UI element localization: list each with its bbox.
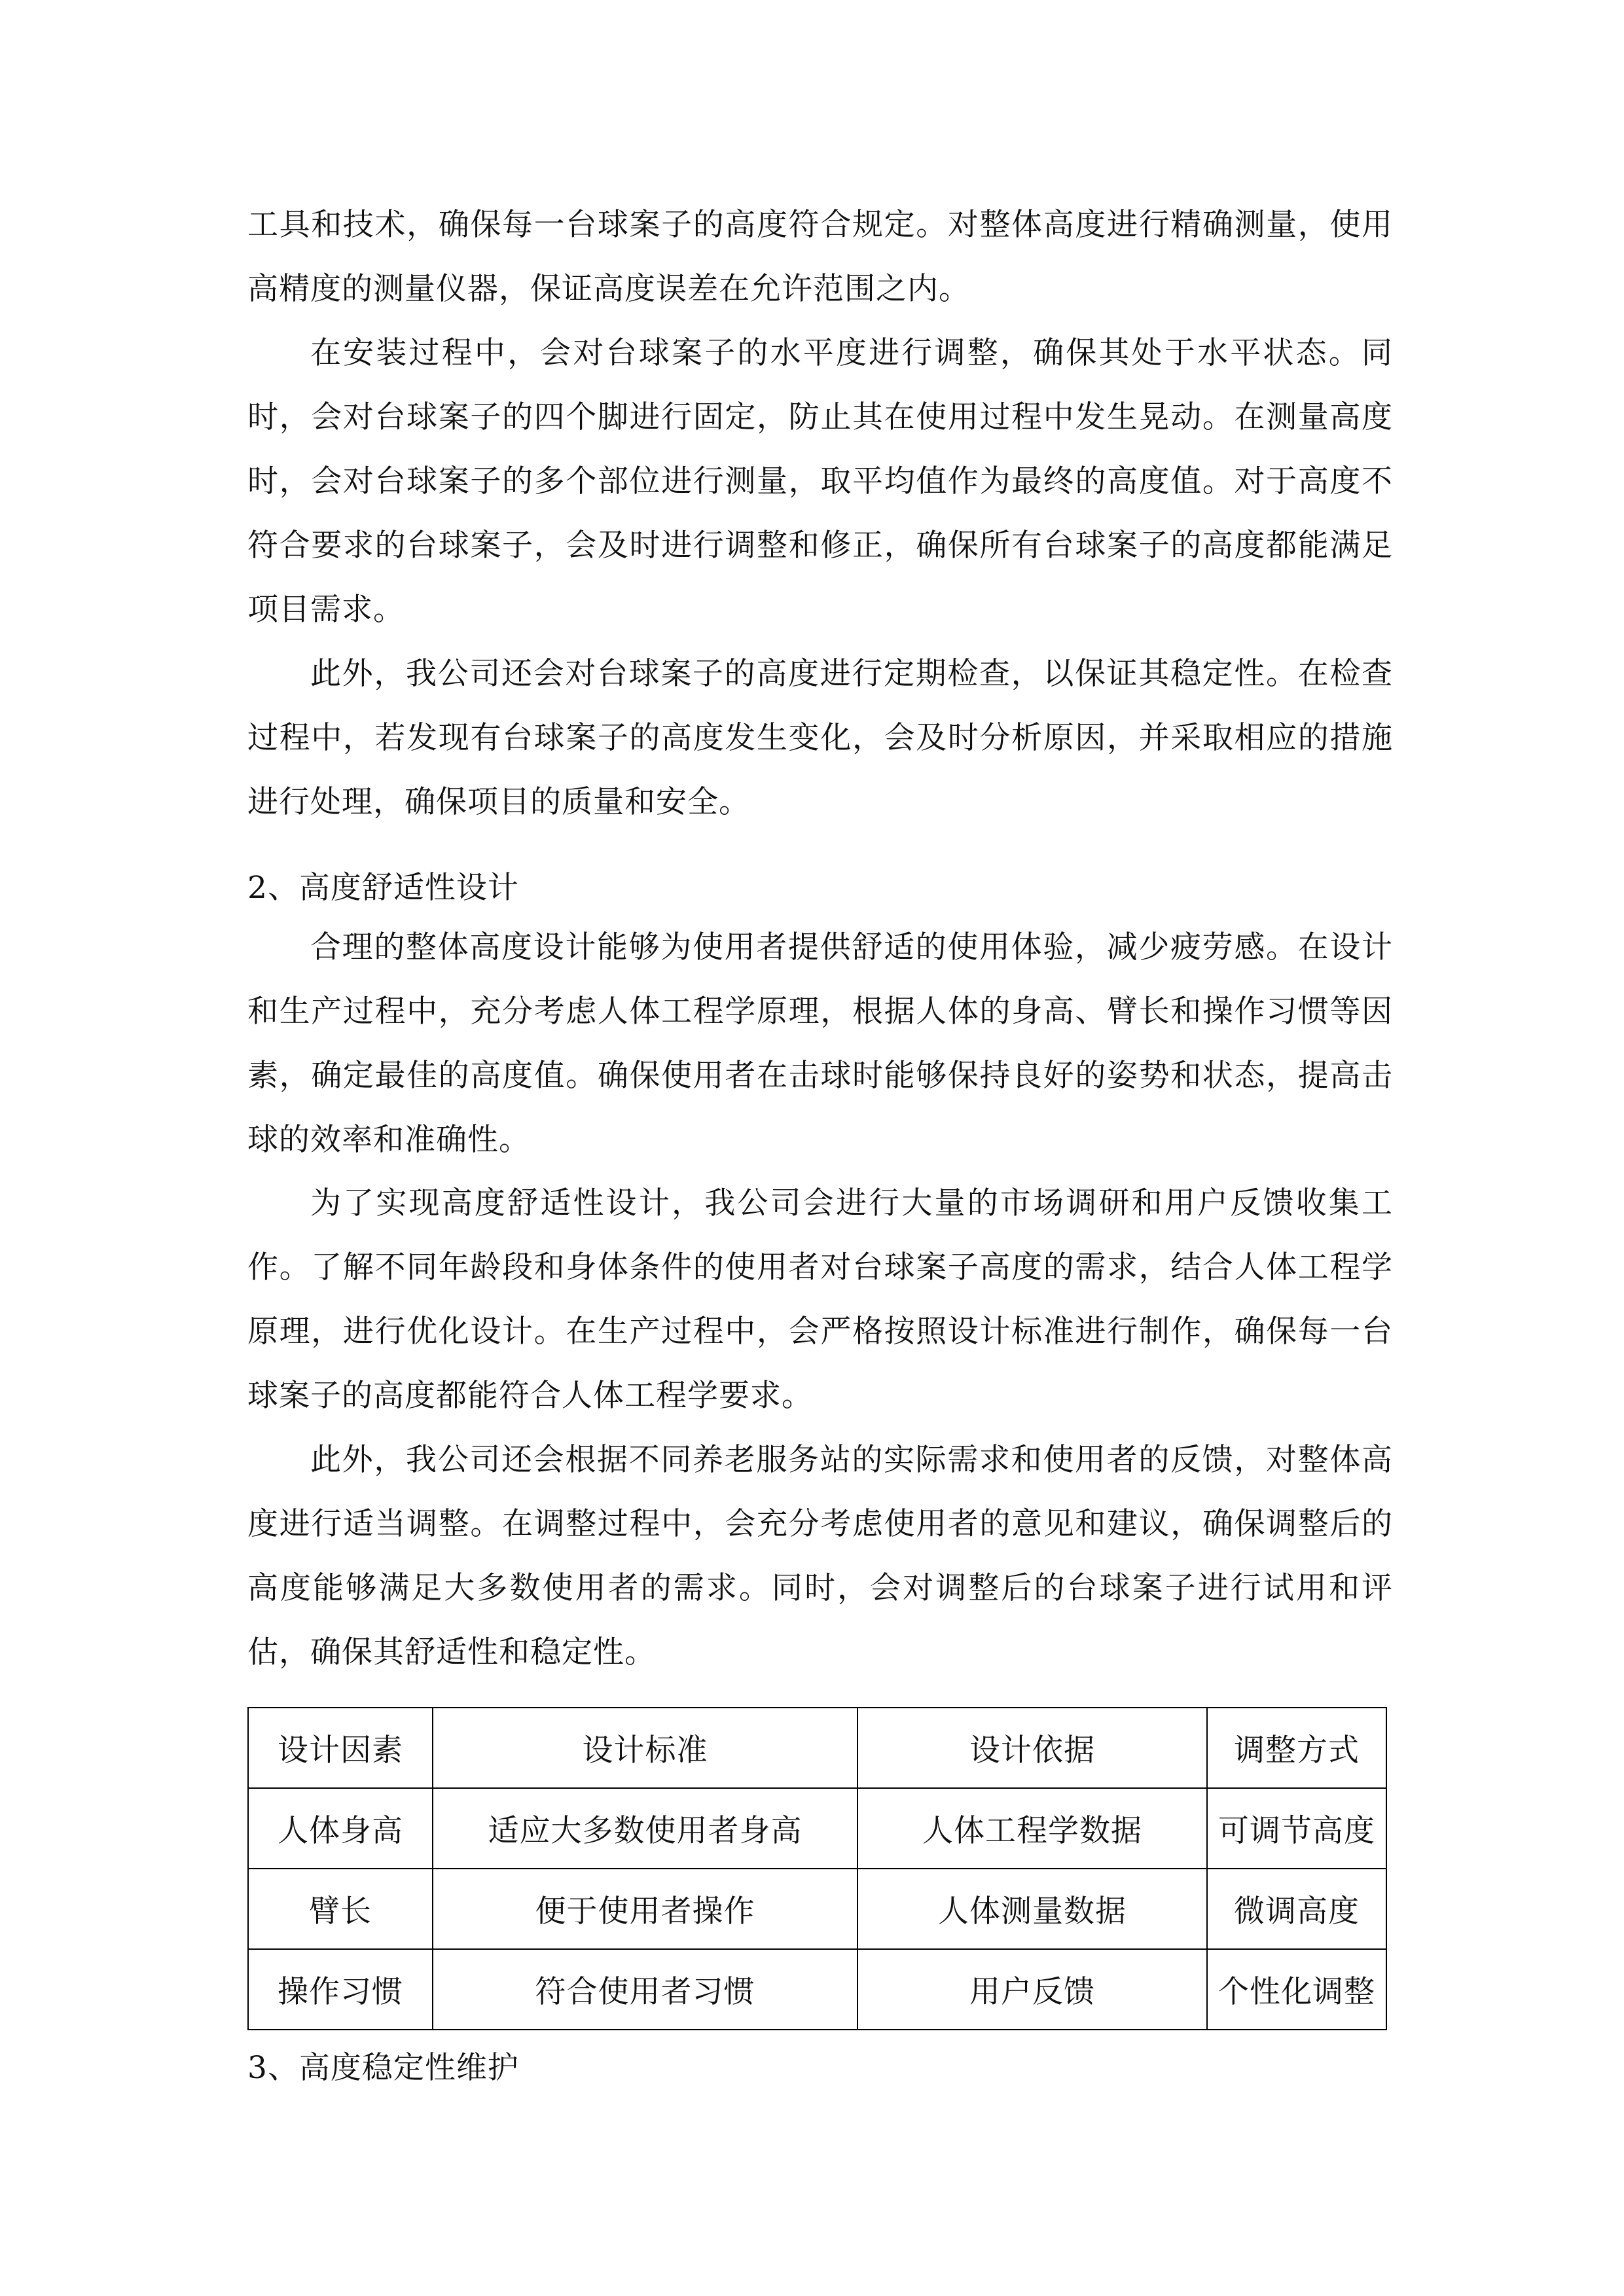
table-cell: 适应大多数使用者身高 bbox=[433, 1788, 857, 1869]
design-factors-table bbox=[247, 1707, 1387, 2030]
paragraph-ergonomic-design: 合理的整体高度设计能够为使用者提供舒适的使用体验，减少疲劳感。在设计和生产过程中，充分考虑人体工程学原理，根据人体的身高、臂长和操作习惯等因素，确定最佳的高度值。确保使用者在击球时能够保持良好的姿势和状态，提高击球的效率和准确性。 bbox=[247, 929, 1393, 1158]
paragraph-installation-leveling: 在安装过程中，会对台球案子的水平度进行调整，确保其处于水平状态。同时，会对台球案子的四个脚进行固定，防止其在使用过程中发生晃动。在测量高度时，会对台球案子的多个部位进行测量，取平均值作为最终的高度值。对于高度不符合要求的台球案子，会及时进行调整和修正，确保所有台球案子的高度都能满足项目需求。 bbox=[247, 335, 1393, 628]
section-heading-stability-maintenance: 3、高度稳定性维护 bbox=[247, 2050, 519, 2086]
table-cell: 用户反馈 bbox=[857, 1949, 1207, 2030]
table-header-cell: 设计标准 bbox=[433, 1708, 857, 1788]
table-cell: 微调高度 bbox=[1207, 1869, 1386, 1949]
paragraph-height-adjustment: 此外，我公司还会根据不同养老服务站的实际需求和使用者的反馈，对整体高度进行适当调整。在调整过程中，会充分考虑使用者的意见和建议，确保调整后的高度能够满足大多数使用者的需求。同时，会对调整后的台球案子进行试用和评估，确保其舒适性和稳定性。 bbox=[247, 1442, 1393, 1670]
table-cell: 人体工程学数据 bbox=[857, 1788, 1207, 1869]
table-header-cell: 调整方式 bbox=[1207, 1708, 1386, 1788]
table-cell: 人体身高 bbox=[248, 1788, 433, 1869]
table-row bbox=[248, 1949, 1386, 2030]
table-cell: 符合使用者习惯 bbox=[433, 1949, 857, 2030]
table-header-row bbox=[248, 1708, 1386, 1788]
paragraph-periodic-inspection: 此外，我公司还会对台球案子的高度进行定期检查，以保证其稳定性。在检查过程中，若发现有台球案子的高度发生变化，会及时分析原因，并采取相应的措施进行处理，确保项目的质量和安全。 bbox=[247, 656, 1393, 820]
table-row bbox=[248, 1788, 1386, 1869]
table-cell: 人体测量数据 bbox=[857, 1869, 1207, 1949]
table-cell: 操作习惯 bbox=[248, 1949, 433, 2030]
paragraph-market-research: 为了实现高度舒适性设计，我公司会进行大量的市场调研和用户反馈收集工作。了解不同年龄段和身体条件的使用者对台球案子高度的需求，结合人体工程学原理，进行优化设计。在生产过程中，会严格按照设计标准进行制作，确保每一台球案子的高度都能符合人体工程学要求。 bbox=[247, 1185, 1393, 1414]
table-header-cell: 设计依据 bbox=[857, 1708, 1207, 1788]
table-row bbox=[248, 1869, 1386, 1949]
table-cell: 臂长 bbox=[248, 1869, 433, 1949]
table-cell: 便于使用者操作 bbox=[433, 1869, 857, 1949]
section-heading-comfort-design: 2、高度舒适性设计 bbox=[247, 870, 519, 906]
paragraph-measurement-tools: 工具和技术，确保每一台球案子的高度符合规定。对整体高度进行精确测量，使用高精度的测量仪器，保证高度误差在允许范围之内。 bbox=[247, 207, 1393, 307]
table-cell: 个性化调整 bbox=[1207, 1949, 1386, 2030]
table-header-cell: 设计因素 bbox=[248, 1708, 433, 1788]
table-cell: 可调节高度 bbox=[1207, 1788, 1386, 1869]
